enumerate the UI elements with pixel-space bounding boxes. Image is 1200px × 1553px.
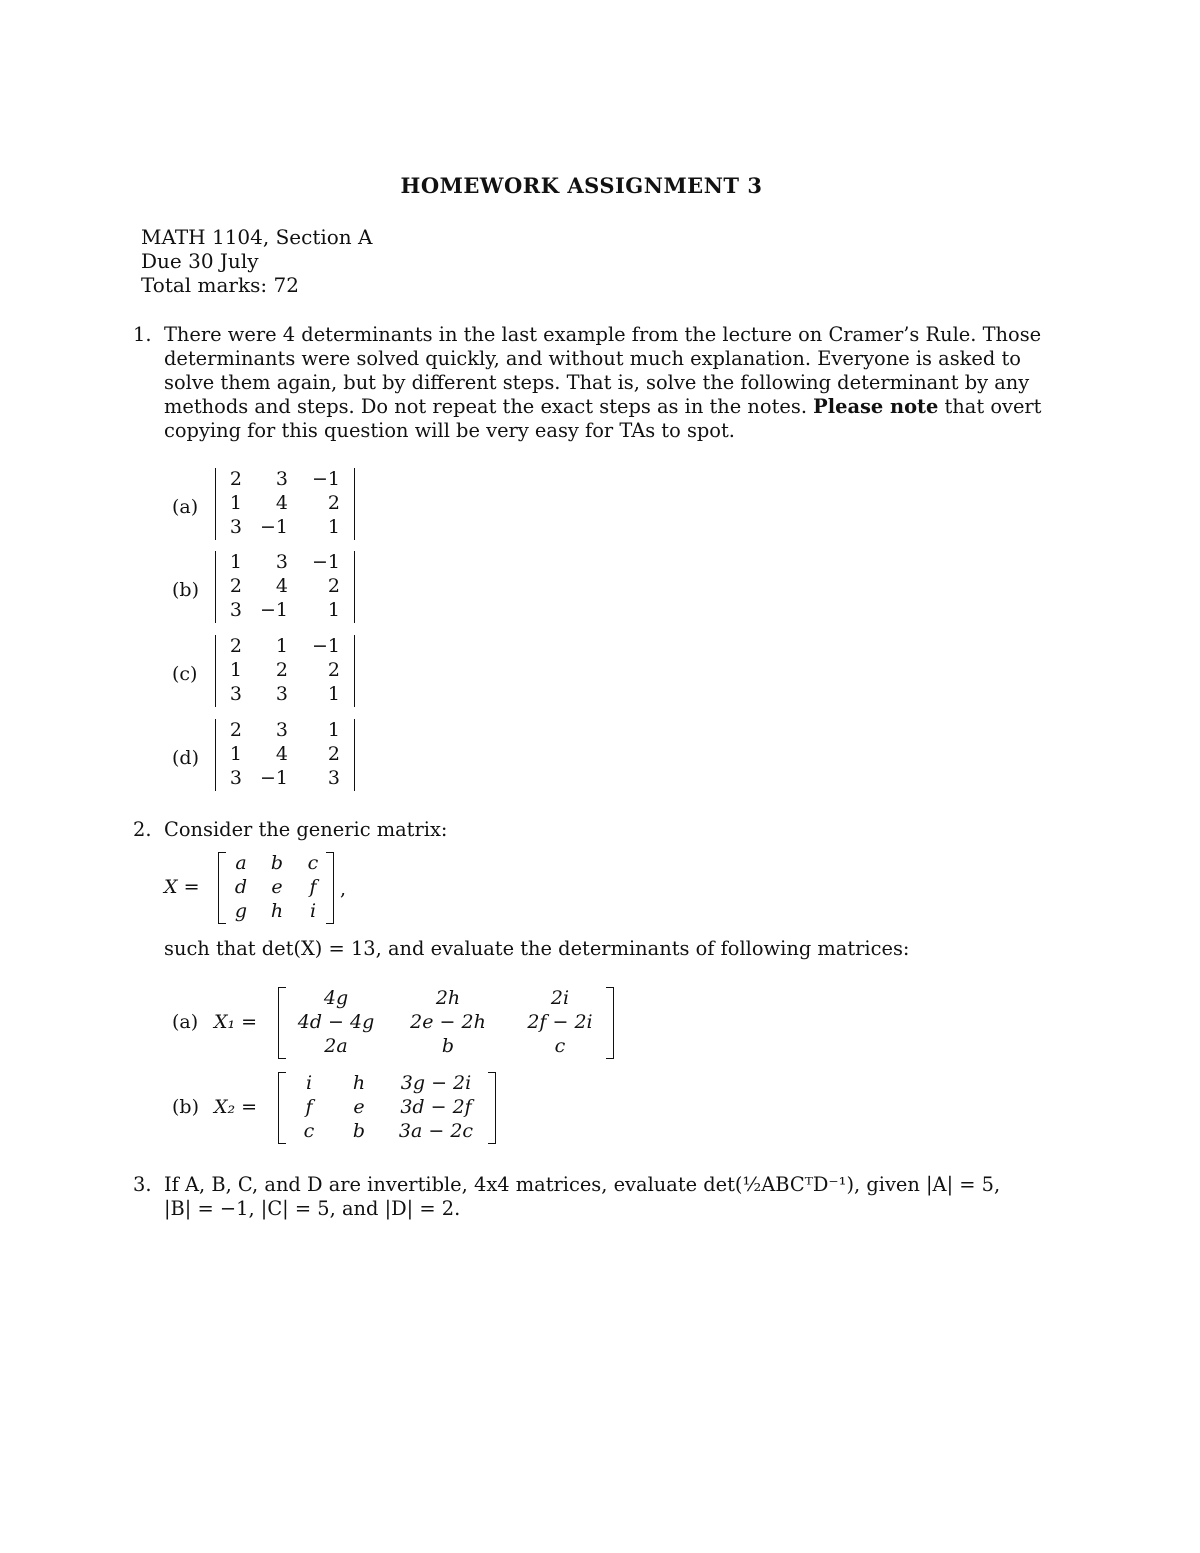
text-line: [164, 395, 1063, 419]
emphasis-text: Please note: [813, 395, 939, 418]
det-cell: 3: [229, 767, 242, 789]
matrix-x: [218, 852, 334, 924]
question-2: [133, 818, 1063, 842]
matrix-cell: 2f − 2i: [527, 1011, 593, 1033]
matrix-cell: b: [441, 1035, 455, 1057]
det-cell: 3: [275, 719, 288, 741]
det-cell: 2: [275, 659, 288, 681]
marks-line: Total marks: 72: [141, 273, 299, 297]
question-number: 2.: [133, 818, 152, 841]
det-cell: 2: [229, 468, 242, 490]
question-1-text: [164, 323, 1063, 443]
matrix-cell: f: [309, 876, 317, 898]
det-cell: 3: [327, 767, 340, 789]
matrix-x2: [278, 1072, 496, 1144]
matrix-x-tail: ,: [340, 878, 347, 900]
question-2-intro: Consider the generic matrix:: [164, 818, 448, 841]
text-line: If A, B, C, and D are invertible, 4x4 matrices, evaluate det(½ABCᵀD⁻¹), given |A| = 5,: [164, 1173, 1001, 1196]
text-line: copying for this question will be very easy for TAs to spot.: [164, 419, 735, 442]
det-cell: 3: [275, 551, 288, 573]
question-number: 3.: [133, 1173, 152, 1196]
matrix-cell: h: [352, 1072, 366, 1094]
matrix-cell: b: [270, 852, 284, 874]
det-cell: 3: [229, 599, 242, 621]
matrix-cell: f: [305, 1096, 313, 1118]
det-cell: 2: [229, 575, 242, 597]
matrix-x1: [278, 987, 614, 1059]
text-line: There were 4 determinants in the last example from the lecture on Cramer’s Rule. Those: [164, 323, 1042, 346]
det-cell: 1: [327, 516, 340, 538]
det-cell: −1: [311, 551, 340, 573]
matrix-cell: 2a: [324, 1035, 348, 1057]
question-number: 1.: [133, 323, 152, 346]
matrix-cell: 4d − 4g: [297, 1011, 375, 1033]
det-cell: 2: [327, 575, 340, 597]
det-cell: 3: [229, 683, 242, 705]
determinant-grid: [215, 468, 355, 540]
matrix-x2-label: X₂ =: [214, 1096, 258, 1118]
matrix-cell: b: [352, 1120, 366, 1142]
matrix-cell: 2h: [435, 987, 461, 1009]
det-cell: 3: [275, 468, 288, 490]
det-cell: 1: [229, 659, 242, 681]
det-cell: 2: [229, 635, 242, 657]
part-label: (d): [172, 747, 199, 769]
text-line: determinants were solved quickly, and without much explanation. Everyone is asked to: [164, 347, 1021, 370]
matrix-cell: c: [554, 1035, 566, 1057]
course-line: MATH 1104, Section A: [141, 225, 373, 249]
part-label: (a): [172, 496, 199, 518]
matrix-cell: c: [303, 1120, 315, 1142]
matrix-cell: 3d − 2f: [400, 1096, 472, 1118]
text-line: |B| = −1, |C| = 5, and |D| = 2.: [164, 1197, 461, 1220]
determinant-grid: [215, 635, 355, 707]
matrix-x1-label: X₁ =: [214, 1011, 258, 1033]
matrix-cell: d: [234, 876, 248, 898]
matrix-cell: 3a − 2c: [398, 1120, 474, 1142]
det-cell: 3: [275, 683, 288, 705]
matrix-cell: 2i: [550, 987, 570, 1009]
part-label: (b): [172, 579, 199, 601]
text-segment: methods and steps. Do not repeat the exact steps as in the notes.: [164, 395, 807, 418]
matrix-cell: i: [305, 1072, 313, 1094]
det-cell: 1: [327, 599, 340, 621]
det-cell: 1: [275, 635, 288, 657]
part-label: (a): [172, 1011, 199, 1033]
matrix-cell: h: [270, 900, 284, 922]
assignment-meta: [141, 225, 372, 297]
matrix-cell: c: [307, 852, 319, 874]
matrix-cell: 4g: [323, 987, 349, 1009]
text-line: solve them again, but by different steps. That is, solve the following determinant by any: [164, 371, 1030, 394]
det-cell: 1: [229, 743, 242, 765]
matrix-cell: e: [353, 1096, 365, 1118]
matrix-cell: g: [234, 900, 248, 922]
matrix-cell: a: [235, 852, 247, 874]
det-cell: 2: [327, 659, 340, 681]
question-3: [133, 1173, 1063, 1221]
det-cell: −1: [311, 635, 340, 657]
det-cell: 1: [327, 719, 340, 741]
text-segment: that overt: [944, 395, 1042, 418]
matrix-cell: e: [271, 876, 283, 898]
determinant-grid: [215, 551, 355, 623]
due-line: Due 30 July: [141, 249, 259, 273]
det-cell: −1: [259, 516, 288, 538]
det-cell: 1: [327, 683, 340, 705]
question-3-text: [164, 1173, 1063, 1221]
det-cell: 2: [229, 719, 242, 741]
det-cell: 1: [229, 551, 242, 573]
det-cell: 2: [327, 492, 340, 514]
det-cell: 3: [229, 516, 242, 538]
det-cell: −1: [311, 468, 340, 490]
matrix-cell: 3g − 2i: [400, 1072, 472, 1094]
det-cell: 4: [275, 492, 288, 514]
det-cell: 1: [229, 492, 242, 514]
page-title: HOMEWORK ASSIGNMENT 3: [400, 173, 763, 198]
matrix-cell: i: [309, 900, 317, 922]
part-label: (b): [172, 1096, 199, 1118]
determinant-grid: [215, 719, 355, 791]
matrix-x-label: X =: [164, 876, 200, 898]
det-cell: −1: [259, 767, 288, 789]
question-1: [133, 323, 1063, 443]
det-cell: −1: [259, 599, 288, 621]
det-cell: 4: [275, 743, 288, 765]
matrix-cell: 2e − 2h: [410, 1011, 486, 1033]
part-label: (c): [172, 663, 198, 685]
det-cell: 4: [275, 575, 288, 597]
question-2-condition: such that det(X) = 13, and evaluate the determinants of following matrices:: [164, 937, 910, 960]
det-cell: 2: [327, 743, 340, 765]
